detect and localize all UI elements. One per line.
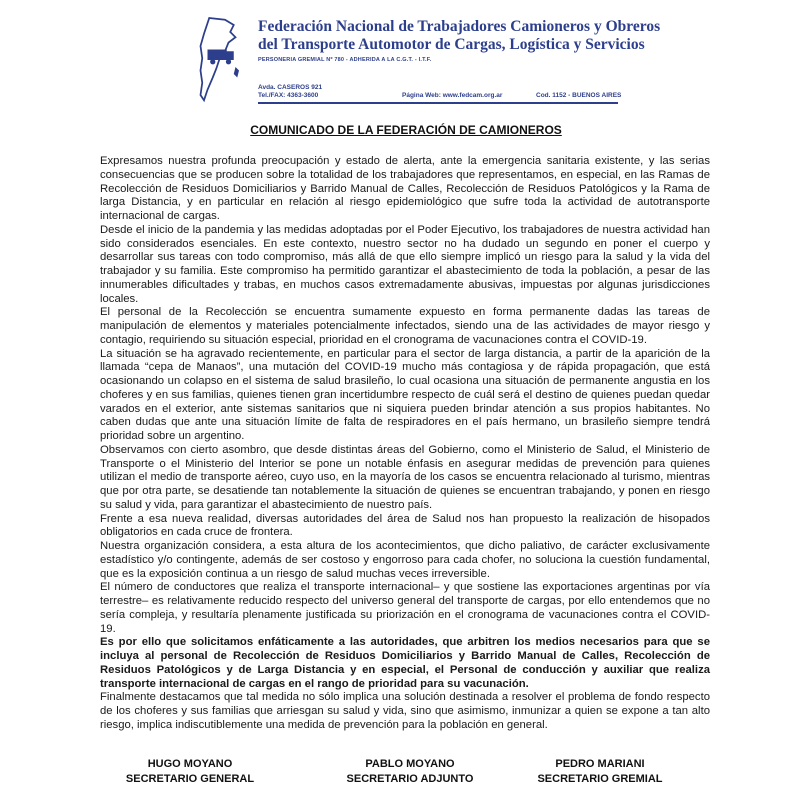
argentina-map-logo (190, 14, 246, 106)
signer-name: HUGO MOYANO (147, 758, 233, 770)
postal-code: Cod. 1152 - BUENOS AIRES (536, 92, 622, 99)
org-title (258, 18, 678, 54)
org-title-line2: del Transporte Automotor de Cargas, Logística y Servicios (258, 36, 645, 53)
paragraph: Expresamos nuestra profunda preocupación y estado de alerta, ante la emergencia sanitaria existente, y las serias consecuencias que se producen sobre la totalidad de los trabajadores que representamos, en especial, en las Ramas de Recolección de Residuos Domiciliarios y Barrido Manual de Calles, Recolección de Residuos Patológicos y la Rama de larga Distancia, y en particular en relación al riesgo epidemiológico que sufre toda la actividad de autotransporte internacional de cargas. (100, 155, 710, 222)
org-subtitle: PERSONERIA GREMIAL Nº 780 - ADHERIDA A LA C.G.T. - I.T.F. (258, 57, 432, 63)
signature-pablo-moyano (320, 757, 500, 787)
signer-role: SECRETARIO GENERAL (125, 773, 255, 785)
signer-role: SECRETARIO ADJUNTO (346, 773, 474, 785)
telfax-line: Tel./FAX: 4363-3600 (258, 92, 319, 99)
signer-role: SECRETARIO GREMIAL (537, 773, 663, 785)
signer-name: PEDRO MARIANI (555, 758, 645, 770)
paragraph: El personal de la Recolección se encuentra sumamente expuesto en forma permanente dadas las tareas de manipulación de elementos y materiales potencialmente infectados, siendo una de las actividades de mayor riesgo y contagio, requiriendo su situación especial, prioridad en el cronograma de vacunaciones contra el COVID-19. (100, 306, 710, 346)
paragraph: Observamos con cierto asombro, que desde distintas áreas del Gobierno, como el Ministerio de Salud, el Ministerio de Transporte o el Ministerio del Interior se pone un notable énfasis en asegurar medidas de prevención para quienes utilizan el medio de transporte aéreo, cuyo uso, en la mayoría de los casos se encuentra relacionado al turismo, mientras que por otra parte, se desatiende tan notablemente la situación de quienes se encuentran trabajando, y ponen en riesgo su salud y vida, para garantizar el abastecimiento de nuestro país. (100, 443, 710, 511)
address-line: Avda. CASEROS 921 (258, 84, 323, 91)
document-title: COMUNICADO DE LA FEDERACIÓN DE CAMIONEROS (250, 123, 562, 137)
org-title-line1: Federación Nacional de Trabajadores Camioneros y Obreros (258, 18, 661, 35)
paragraph: Frente a esa nueva realidad, diversas autoridades del área de Salud nos han propuesto la realización de hisopados obligatorios en cada cruce de frontera. (100, 512, 710, 539)
header-rule (258, 102, 618, 104)
document-body (100, 155, 710, 733)
signature-pedro-mariani (510, 757, 690, 787)
paragraph: Desde el inicio de la pandemia y las medidas adoptadas por el Poder Ejecutivo, los trabajadores de nuestra actividad han sido considerados esenciales. En este contexto, nuestro sector no ha dudado un segundo en poner el cuerpo y desarrollar sus tareas con todo compromiso, más allá de que ello siempre implicó un riesgo para la salud y la vida del trabajador y su familia. Este compromiso ha permitido garantizar el abastecimiento de toda la población, a pesar de las innumerables dificultades y trabas, en muchos casos extremadamente abusivas, impuestas por algunas jurisdicciones locales. (100, 223, 710, 305)
paragraph: El número de conductores que realiza el transporte internacional– y que sostiene las exportaciones argentinas por vía terrestre– es relativamente reducido respecto del universo general del transporte de cargas, por ello entendemos que no sería compleja, y resultaría plenamente justificada su priorización en el cronograma de vacunaciones contra el COVID-19. (100, 581, 710, 635)
signature-block (100, 757, 710, 797)
signer-name: PABLO MOYANO (365, 758, 455, 770)
signature-hugo-moyano (100, 757, 280, 787)
bold-request-paragraph: Es por ello que solicitamos enfáticamente a las autoridades, que arbitren los medios necesarios para que se incluya al personal de Recolección de Residuos Domiciliarios y Barrido Manual de Calles, Recolección de Residuos Patológicos y de Larga Distancia y en especial, el Personal de conducción y auxiliar que realiza transporte internacional de cargas en el rango de prioridad para su vacunación. (100, 636, 710, 690)
org-address (258, 84, 322, 100)
closing-paragraph: Finalmente destacamos que tal medida no sólo implica una solución destinada a resolver el problema de fondo respecto de los choferes y sus familias que arriesgan su salud y vida, sino que asimismo, inmunizar a quien se expone a tan alto riesgo, implica indiscutiblemente una medida de prevención para la población en general. (100, 691, 710, 731)
paragraph: Nuestra organización considera, a esta altura de los acontecimientos, que dicho paliativo, de carácter exclusivamente estadístico y/o contingente, además de ser costoso y engorroso para cada chofer, no soluciona la cuestión fundamental, que es la exposición continua a un riesgo de salud muchas veces irreversible. (100, 540, 710, 580)
paragraph: La situación se ha agravado recientemente, en particular para el sector de larga distancia, a partir de la aparición de la llamada “cepa de Manaos”, una mutación del COVID-19 mucho más contagiosa y de rápida propagación, que está ocasionando un colapso en el sistema de salud brasileño, lo cual ocasiona una situación de permanente angustia en los choferes y en sus familias, quienes tienen gran incertidumbre respecto de cuál será el destino de quienes puedan quedar varados en el exterior, ante sistemas sanitarios que ni siquiera pueden brindar atención a sus propios habitantes. No caben dudas que ante una situación límite de falta de respiradores en el país hermano, un brasileño siempre tendrá prioridad sobre un argentino. (100, 347, 710, 442)
org-website: Página Web: www.fedcam.org.ar (402, 92, 503, 99)
